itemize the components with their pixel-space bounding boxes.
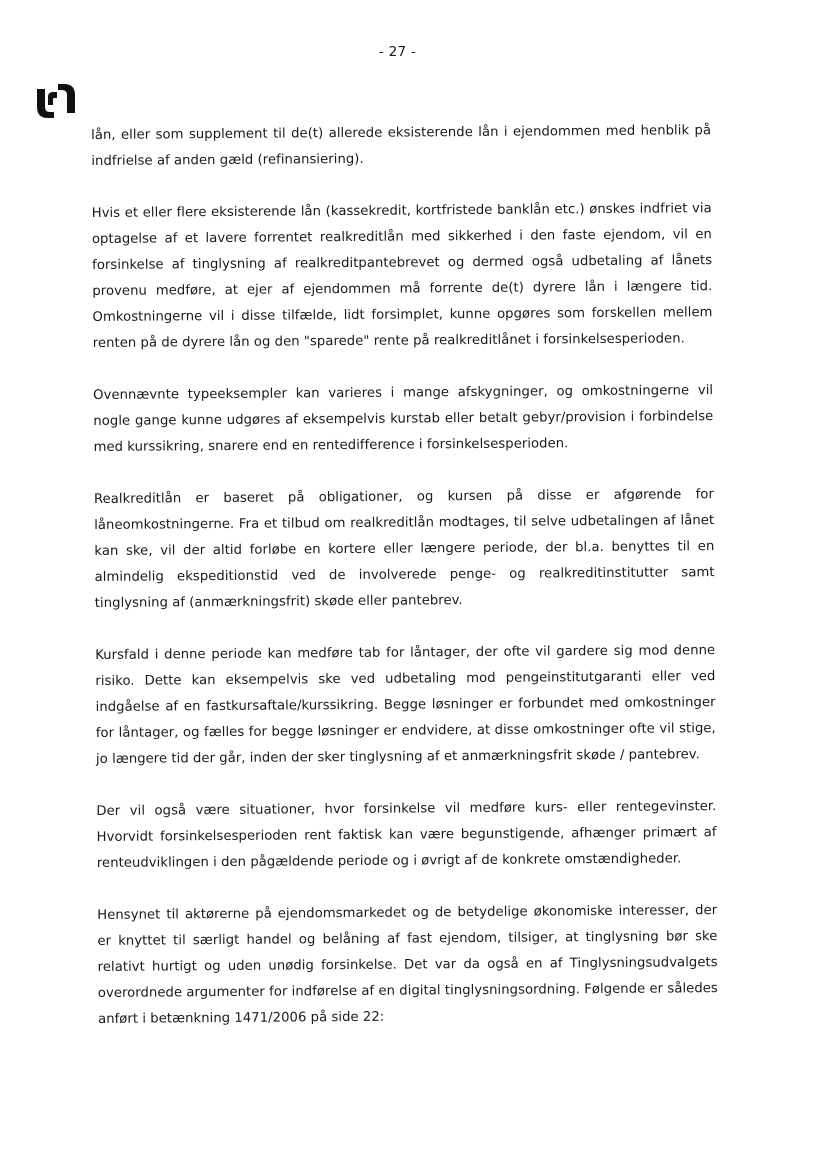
paragraph-existing-loans: Hvis et eller flere eksisterende lån (kassekredit, kortfristede banklån etc.) ønskes indfriet via optagelse af et lavere forrentet realkreditlån med sikkerhed i den faste ejendom, vil en forsinkelse af tinglysning af realkreditpantebrevet og dermed også udbetaling af lånets provenu medføre, at ejer af ejendommen må forrente de(t) dyrere lån i længere tid. Omkostningerne vil i disse tilfælde, lidt forsimplet, kunne opgøres som forskellen mellem renten på de dyrere lån og den "sparede" rente på realkreditlånet i forsinkelsesperioden. (91, 201, 713, 351)
paragraph-rate-drop: Kursfald i denne periode kan medføre tab for låntager, der ofte vil gardere sig mod denne risiko. Dette kan eksempelvis ske ved udbetaling mod pengeinstitutgaranti eller ved indgåelse af en fastkursaftale/kurssikring. Begge løsninger er forbundet med omkostninger for låntager, og fælles for begge løsninger er endvidere, at disse omkostninger ofte vil stige, jo længere tid der går, inden der sker tinglysning af et anmærkningsfrit skøde / pantebrev. (95, 643, 716, 767)
document-body (91, 118, 718, 1059)
paragraph-gains: Der vil også være situationer, hvor forsinkelse vil medføre kurs- eller rentegevinster. Hvorvidt forsinkelsesperioden rent faktisk kan være begunstigende, afhænger primært af renteudviklingen i den pågældende periode og i øvrigt af de konkrete omstændigheder. (96, 799, 717, 871)
paragraph-bond-rates: Realkreditlån er baseret på obligationer, og kursen på disse er afgørende for låneomkostningerne. Fra et tilbud om realkreditlån modtages, til selve udbetalingen af lånet kan ske, vil der altid forløbe en kortere eller længere periode, der bl.a. benyttes til en almindelig ekspeditionstid ved de involverede penge- og realkreditinstitutter samt tinglysning af (anmærkningsfrit) skøde eller pantebrev. (93, 487, 715, 611)
organization-logo-icon (34, 83, 78, 119)
paragraph-type-examples: Ovennævnte typeeksempler kan varieres i mange afskygninger, og omkostningerne vil nogle gange kunne udgøres af eksempelvis kurstab eller betalt gebyr/provision i forbindelse med kurssikring, snarere end en rentedifference i forsinkelsesperioden. (93, 383, 714, 455)
paragraph-market-considerations: Hensynet til aktørerne på ejendomsmarkedet og de betydelige økonomiske interesser, der er knyttet til særligt handel og belåning af fast ejendom, tilsiger, at tinglysning bør ske relativt hurtigt og uden unødig forsinkelse. Det var da også en af Tinglysningsudvalgets overordnede argumenter for indførelse af en digital tinglysningsordning. Følgende er således anført i betænkning 1471/2006 på side 22: (97, 903, 718, 1027)
page-number: - 27 - (378, 44, 417, 60)
paragraph-refinancing: lån, eller som supplement til de(t) allerede eksisterende lån i ejendommen med henblik på indfrielse af anden gæld (refinansiering). (91, 123, 712, 169)
